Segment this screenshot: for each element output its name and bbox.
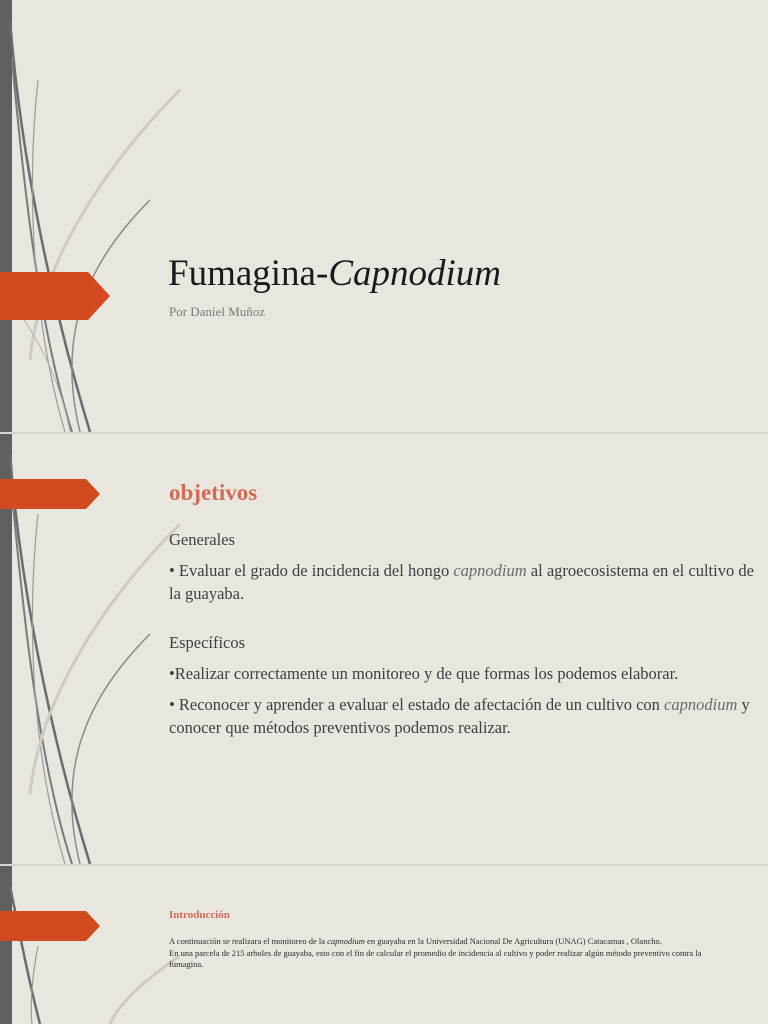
especificos-label: Específicos bbox=[169, 633, 246, 652]
generales-item-text: • Evaluar el grado de incidencia del hongo bbox=[169, 561, 454, 580]
especificos-item-2-text: • Reconocer y aprender a evaluar el estado de afectación de un cultivo con bbox=[169, 695, 665, 714]
title-italic: Capnodium bbox=[328, 253, 501, 294]
intro-line-2: En una parcela de 215 arboles de guayaba, esto con el fin de calcular el promedio de incidencia al cultivo y poder realizar algún método preventivo contra la fumagina. bbox=[169, 947, 702, 969]
slide-subtitle: Por Daniel Muñoz bbox=[169, 304, 266, 319]
generales-label: Generales bbox=[169, 530, 235, 549]
especificos-item-1: •Realizar correctamente un monitoreo y de que formas los podemos elaborar. bbox=[169, 664, 679, 683]
section-heading: objetivos bbox=[169, 480, 258, 505]
generales-item-text-end: al agroecosistema en el cultivo de la guayaba. bbox=[169, 561, 754, 603]
title-slide bbox=[0, 0, 768, 432]
generales-item-italic: capnodium bbox=[453, 561, 527, 580]
especificos-item-2-text-end: y conocer que métodos preventivos podemos realizar. bbox=[169, 695, 750, 737]
title-main: Fumagina- bbox=[168, 253, 329, 294]
accent-arrow-tab bbox=[0, 272, 110, 320]
slide-title bbox=[168, 252, 501, 295]
objectives-slide bbox=[0, 434, 768, 864]
generales-item bbox=[169, 559, 754, 605]
especificos-item-2 bbox=[169, 693, 754, 739]
intro-line-1-italic: capnodium bbox=[327, 936, 365, 946]
intro-line-1-text: A continuación se realizara el monitoreo de la bbox=[169, 936, 328, 946]
objectives-body bbox=[169, 528, 754, 739]
introduction-slide bbox=[0, 866, 768, 1024]
introduction-body bbox=[169, 936, 729, 971]
accent-arrow-tab bbox=[0, 479, 100, 509]
intro-line-1-text-end: en guayaba en la Universidad Nacional De Agricultura (UNAG) Catacamas , Olancho. bbox=[364, 936, 662, 946]
section-heading: Introducción bbox=[169, 909, 230, 921]
especificos-item-2-italic: capnodium bbox=[664, 695, 738, 714]
decorative-swoosh-lines bbox=[0, 0, 200, 432]
accent-arrow-tab bbox=[0, 911, 100, 941]
intro-line-1 bbox=[169, 936, 729, 948]
